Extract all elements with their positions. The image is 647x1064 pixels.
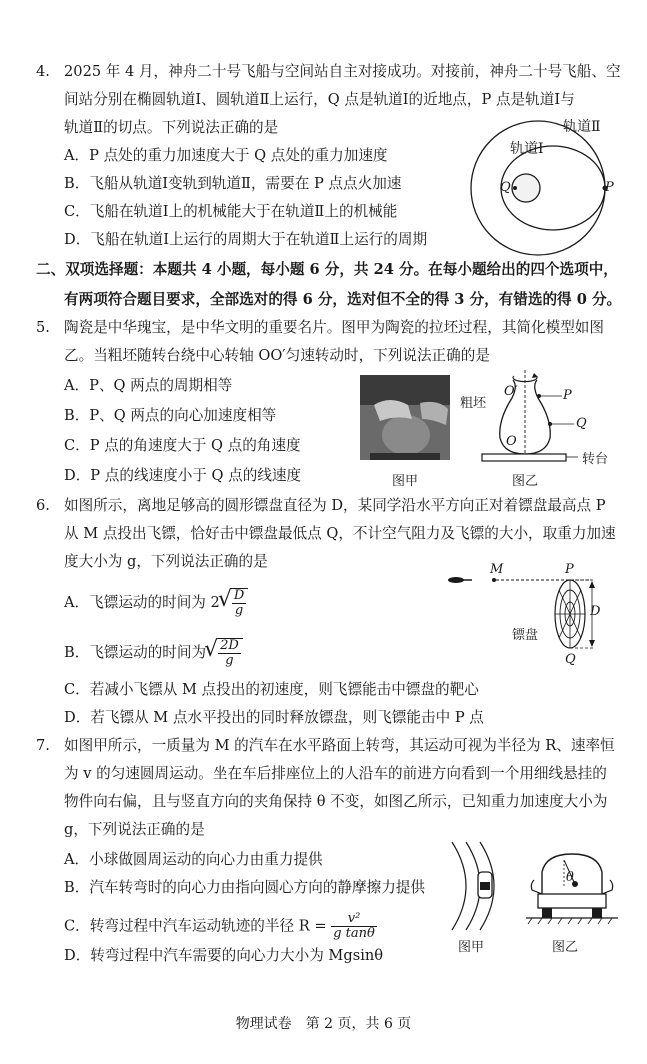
q7-c-numerator: v² [347,911,361,926]
q7-number: 7. [36,737,50,754]
q6-board-label: 镖盘 [512,628,539,643]
q4-stem-line3: 轨道Ⅱ的切点。下列说法正确的是 [64,119,279,136]
page-footer: 物理试卷 第 2 页，共 6 页 [235,1016,412,1032]
q6-stem-line3: 度大小为 g，下列说法正确的是 [64,553,268,570]
q6-m-label: M [490,562,504,577]
q6-stem-line1: 如图所示，离地足够高的圆形镖盘直径为 D，某同学沿水平方向正对着镖盘最高点 P [64,497,606,514]
q4-number: 4. [36,63,50,80]
q7-stem-line1: 如图甲所示，一质量为 M 的汽车在水平路面上转弯，其运动可视为半径为 R、速率恒 [64,737,615,754]
q5-option-c: C．P 点的角速度大于 Q 点的角速度 [64,437,301,454]
q6-option-d: D．若飞镖从 M 点水平投出的同时释放镖盘，则飞镖能击中 P 点 [64,709,484,726]
section2-header-line2: 有两项符合题目要求，全部选对的得 6 分，选对但不全的得 3 分，有错选的得 0 分。 [64,291,622,308]
q7-stem-line4: g，下列说法正确的是 [64,821,205,838]
q6-d-label: D [590,604,601,619]
q5-option-a: A．P、Q 两点的周期相等 [64,377,233,394]
q5-fig-b-caption: 图乙 [512,474,539,489]
q6-q-label: Q [565,652,576,667]
q6-option-a-sqrt [220,588,248,618]
q6-p-label: P [565,562,574,577]
q6-option-c: C．若减小飞镖从 M 点投出的初速度，则飞镖能击中镖盘的靶心 [64,681,479,698]
q7-stem-line2: 为 v 的匀速圆周运动。坐在车后排座位上的人沿车的前进方向看到一个用细线悬挂的 [64,765,607,782]
q5-stem-line1: 陶瓷是中华瑰宝，是中华文明的重要名片。图甲为陶瓷的拉坯过程，其简化模型如图 [64,319,604,336]
q4-option-a: A．P 点处的重力加速度大于 Q 点处的重力加速度 [64,147,388,164]
q4-stem-line1: 2025 年 4 月，神舟二十号飞船与空间站自主对接成功。对接前，神舟二十号飞船、空 [64,63,621,80]
orbit-q-label: Q [500,180,511,195]
q7-option-c-text: C．转弯过程中汽车运动轨迹的半径 R = [64,917,327,935]
q6-option-b-sqrt [206,638,243,668]
q5-option-d: D．P 点的线速度小于 Q 点的线速度 [64,467,302,484]
q4-option-c: C．飞船在轨道Ⅰ上的机械能大于在轨道Ⅱ上的机械能 [64,203,398,220]
orbit-1-label: 轨道Ⅰ [510,141,544,157]
q7-option-c [64,912,377,941]
q5-o-label: O [506,434,517,449]
q7-stem-line3: 物件向右偏，且与竖直方向的夹角保持 θ 不变，如图乙所示，已知重力加速度大小为 [64,793,608,810]
q7-option-a: A．小球做圆周运动的向心力由重力提供 [64,851,323,868]
q6-option-a [64,588,248,618]
q5-option-b: B．P、Q 两点的向心加速度相等 [64,407,277,424]
q6-option-b-text: B．飞镖运动的时间为 [64,644,207,661]
q6-a-denominator: g [234,603,244,618]
q4-option-d: D．飞船在轨道Ⅰ上运行的周期大于在轨道Ⅱ上运行的周期 [64,231,428,248]
q5-q-label: Q [576,416,587,431]
section2-header-line1: 二、双项选择题：本题共 4 小题，每小题 6 分，共 24 分。在每小题给出的四个选项中， [36,261,618,278]
q6-b-numerator: 2D [220,638,239,653]
q7-option-b: B．汽车转弯时的向心力由指向圆心方向的静摩擦力提供 [64,879,425,896]
q6-number: 6. [36,497,50,514]
q5-stem-line2: 乙。当粗坯随转台绕中心转轴 OO′匀速转动时，下列说法正确的是 [64,347,490,364]
q7-fig-a-caption: 图甲 [458,940,485,955]
q6-option-b [64,638,243,668]
orbit-2-label: 轨道Ⅱ [563,119,601,135]
q7-theta-label: θ [566,870,574,885]
q7-option-d: D．转弯过程中汽车需要的向心力大小为 Mgsinθ [64,947,384,964]
q5-model-figure [478,368,588,466]
point-q-dot [513,186,517,190]
orbit-p-label: P [605,180,614,195]
q5-p-label: P [563,388,572,403]
q5-number: 5. [36,319,50,336]
q7-fig-b-caption: 图乙 [552,940,579,955]
q5-table-label: 转台 [582,452,609,467]
q7-c-denominator: g tanθ [333,926,375,941]
q6-a-numerator: D [233,588,245,603]
q7-road-figure [446,838,516,934]
q5-oprime-label: O′ [504,384,518,399]
q6-b-denominator: g [225,653,234,668]
q4-option-b: B．飞船从轨道Ⅰ变轨到轨道Ⅱ，需要在 P 点点火加速 [64,175,402,192]
q5-blank-label: 粗坯 [460,396,487,411]
q6-option-a-text: A．飞镖运动的时间为 2 [64,594,220,611]
q5-fig-a-caption: 图甲 [392,474,419,489]
q7-car-figure [522,848,622,930]
q4-stem-line2: 间站分别在椭圆轨道Ⅰ、圆轨道Ⅱ上运行，Q 点是轨道Ⅰ的近地点，P 点是轨道Ⅰ与 [64,91,575,108]
q6-stem-line2: 从 M 点投出飞镖，恰好击中镖盘最低点 Q，不计空气阻力及飞镖的大小，取重力加速 [64,525,616,542]
pottery-photo [360,375,450,460]
